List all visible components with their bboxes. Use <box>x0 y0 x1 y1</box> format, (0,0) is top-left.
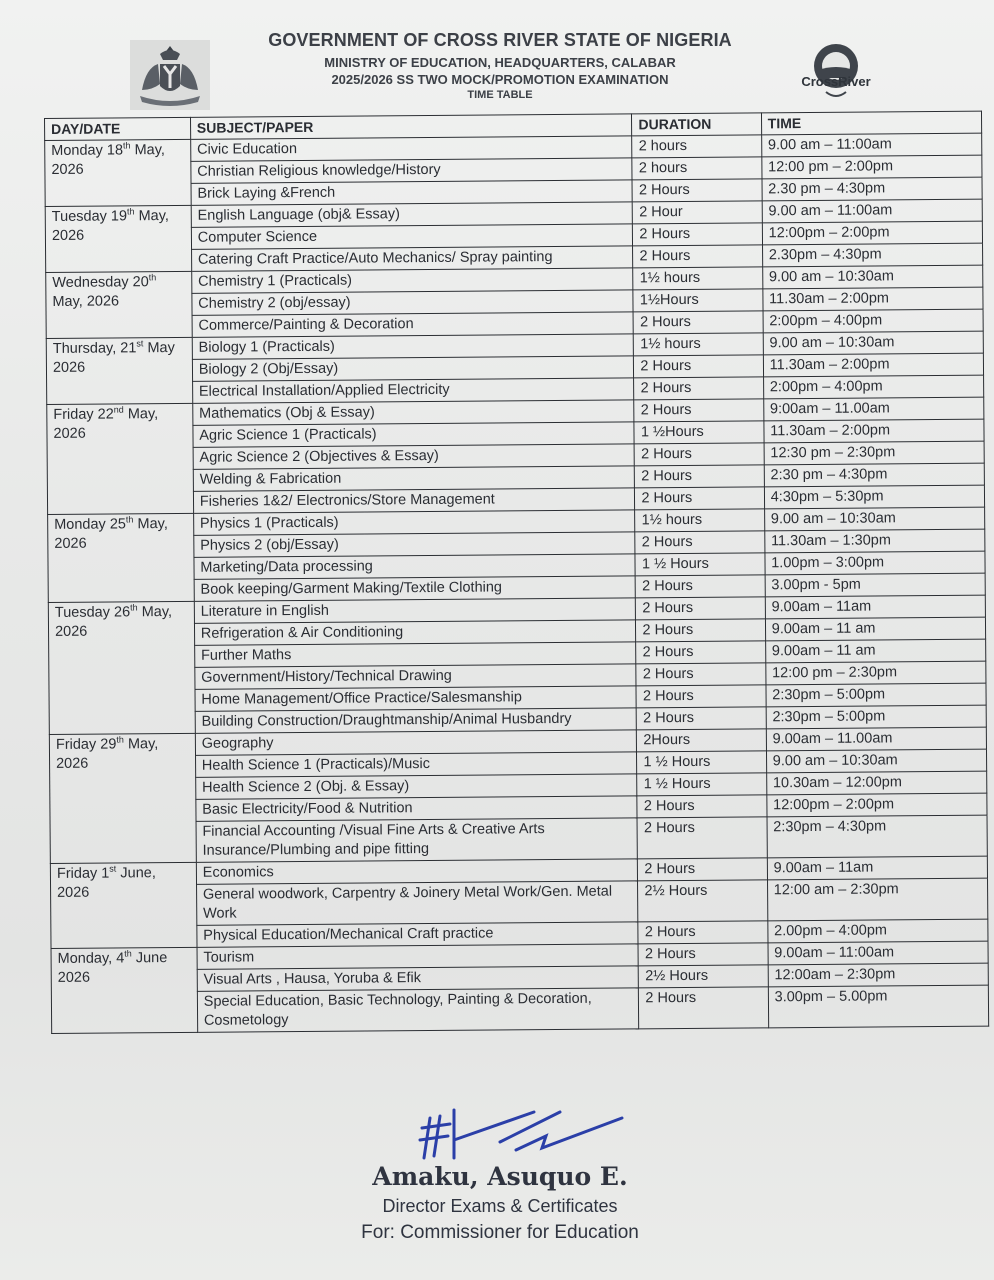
time-cell: 2:30 pm – 4:30pm <box>764 463 984 487</box>
svg-text:CrossRiver: CrossRiver <box>801 74 871 89</box>
time-cell: 2.00pm – 4:00pm <box>768 919 988 943</box>
duration-cell: 2 Hours <box>639 987 769 1029</box>
duration-cell: 2 Hours <box>635 531 764 554</box>
subject-cell: Welding & Fabrication <box>193 466 635 491</box>
column-header-subject: SUBJECT/PAPER <box>190 114 632 139</box>
day-cell: Monday, 4th June 2026 <box>51 947 197 1033</box>
time-cell: 11.30am – 2:00pm <box>763 353 983 377</box>
duration-cell: 2 Hours <box>636 685 765 708</box>
time-cell: 2:00pm – 4:00pm <box>763 375 983 399</box>
duration-cell: 2 Hours <box>637 795 766 818</box>
time-cell: 2:30pm – 5:00pm <box>766 705 986 729</box>
duration-cell: 2 hours <box>632 157 761 180</box>
government-title: GOVERNMENT OF CROSS RIVER STATE OF NIGERIA <box>268 30 732 50</box>
time-cell: 10.30am – 12:00pm <box>766 771 986 795</box>
subject-cell: Brick Laying &French <box>191 180 633 205</box>
time-cell: 12:00pm – 2:00pm <box>762 221 982 245</box>
document-header <box>120 28 880 118</box>
duration-cell: 2 hours <box>632 135 761 158</box>
subject-cell: Chemistry 2 (obj/essay) <box>192 290 634 315</box>
day-cell: Monday 25th May, 2026 <box>48 513 194 602</box>
subject-cell: Marketing/Data processing <box>194 554 636 579</box>
time-cell: 3.00pm – 5.00pm <box>768 985 989 1028</box>
duration-cell: 2 Hours <box>638 858 767 881</box>
subject-cell: Fisheries 1&2/ Electronics/Store Management <box>193 488 635 513</box>
duration-cell: 2 Hours <box>632 179 761 202</box>
duration-cell: 2 Hour <box>633 201 762 224</box>
time-cell: 2:30pm – 4:30pm <box>767 815 988 858</box>
duration-cell: 2 Hours <box>636 597 765 620</box>
exam-timetable <box>44 111 989 1034</box>
column-header-day: DAY/DATE <box>45 117 191 140</box>
day-cell: Tuesday 26th May, 2026 <box>48 601 195 734</box>
time-cell: 11.30am – 1:30pm <box>764 529 984 553</box>
subject-cell: Geography <box>195 730 637 755</box>
subject-cell: Health Science 1 (Practicals)/Music <box>195 752 637 777</box>
duration-cell: 2 Hours <box>636 619 765 642</box>
signatory-role: Director Exams & Certificates <box>382 1196 618 1216</box>
time-cell: 11.30am – 2:00pm <box>763 287 983 311</box>
duration-cell: 2 Hours <box>634 443 763 466</box>
duration-cell: 2 Hours <box>636 575 765 598</box>
time-cell: 9.00 am – 10:30am <box>763 331 983 355</box>
subject-cell: Further Maths <box>194 642 636 667</box>
subject-cell: Chemistry 1 (Practicals) <box>192 268 634 293</box>
time-cell: 12:00 pm – 2:00pm <box>762 155 982 179</box>
time-cell: 9.00am – 11:00am <box>768 941 988 965</box>
subject-cell: Biology 2 (Obj/Essay) <box>192 356 634 381</box>
subject-cell: Biology 1 (Practicals) <box>192 334 634 359</box>
subject-cell: General woodwork, Carpentry & Joinery Metal Work/Gen. Metal Work <box>196 881 638 925</box>
ministry-title: MINISTRY OF EDUCATION, HEADQUARTERS, CALABAR <box>324 55 676 70</box>
duration-cell: 2 Hours <box>634 399 763 422</box>
day-cell: Friday 22nd May, 2026 <box>47 403 194 514</box>
time-cell: 9.00 am – 11:00am <box>762 199 982 223</box>
subject-cell: Health Science 2 (Obj. & Essay) <box>195 774 637 799</box>
duration-cell: 2 Hours <box>635 465 764 488</box>
duration-cell: 1 ½ Hours <box>637 751 766 774</box>
duration-cell: 2 Hours <box>636 663 765 686</box>
column-header-duration: DURATION <box>632 113 761 136</box>
subject-cell: Government/History/Technical Drawing <box>195 664 637 689</box>
duration-cell: 2 Hours <box>637 707 766 730</box>
time-cell: 9.00 am – 10:30am <box>766 749 986 773</box>
duration-cell: 1 ½ Hours <box>635 553 764 576</box>
subject-cell: Refrigeration & Air Conditioning <box>194 620 636 645</box>
duration-cell: 1½ hours <box>635 509 764 532</box>
subject-cell: Economics <box>196 859 638 884</box>
duration-cell: 1 ½Hours <box>634 421 763 444</box>
subject-cell: Computer Science <box>191 224 633 249</box>
time-cell: 2:00pm – 4:00pm <box>763 309 983 333</box>
time-cell: 9.00 am – 11:00am <box>761 133 981 157</box>
duration-cell: 2 Hours <box>633 245 762 268</box>
time-cell: 12:00 pm – 2:30pm <box>765 661 985 685</box>
duration-cell: 2Hours <box>637 729 766 752</box>
subject-cell: Literature in English <box>194 598 636 623</box>
signatory-name: Amaku, Asuquo E. <box>372 1162 628 1191</box>
subject-cell: English Language (obj& Essay) <box>191 202 633 227</box>
duration-cell: 1½ hours <box>633 267 762 290</box>
time-cell: 9.00 am – 10:30am <box>762 265 982 289</box>
subject-cell: Physical Education/Mechanical Craft practice <box>197 922 639 947</box>
subject-cell: Special Education, Basic Technology, Painting & Decoration, Cosmetology <box>197 988 639 1032</box>
column-header-time: TIME <box>761 111 981 135</box>
subject-cell: Visual Arts , Hausa, Yoruba & Efik <box>197 966 639 991</box>
duration-cell: 2½ Hours <box>639 965 768 988</box>
duration-cell: 2 Hours <box>638 921 767 944</box>
time-cell: 9.00am – 11 am <box>765 639 985 663</box>
subject-cell: Commerce/Painting & Decoration <box>192 312 634 337</box>
duration-cell: 2 Hours <box>636 641 765 664</box>
subject-cell: Christian Religious knowledge/History <box>191 158 633 183</box>
time-cell: 9.00am – 11am <box>765 595 985 619</box>
duration-cell: 1½ hours <box>634 333 763 356</box>
subject-cell: Basic Electricity/Food & Nutrition <box>196 796 638 821</box>
subject-cell: Tourism <box>197 944 639 969</box>
subject-cell: Electrical Installation/Applied Electricity <box>192 378 634 403</box>
time-cell: 12:00am – 2:30pm <box>768 963 988 987</box>
duration-cell: 2 Hours <box>637 817 767 859</box>
subject-cell: Physics 2 (obj/Essay) <box>194 532 636 557</box>
header-titles <box>220 28 780 101</box>
subject-cell: Home Management/Office Practice/Salesmanship <box>195 686 637 711</box>
time-cell: 12:00 am – 2:30pm <box>767 878 988 921</box>
subject-cell: Book keeping/Garment Making/Textile Clothing <box>194 576 636 601</box>
time-cell: 9:00am – 11.00am <box>763 397 983 421</box>
duration-cell: 2 Hours <box>634 355 763 378</box>
timetable-title: TIME TABLE <box>467 89 533 101</box>
subject-cell: Agric Science 2 (Objectives & Essay) <box>193 444 635 469</box>
duration-cell: 2½ Hours <box>638 880 768 922</box>
duration-cell: 2 Hours <box>635 487 764 510</box>
signatory-for: For: Commissioner for Education <box>361 1222 639 1243</box>
time-cell: 3.00pm - 5pm <box>765 573 985 597</box>
duration-cell: 1½Hours <box>633 289 762 312</box>
day-cell: Monday 18th May, 2026 <box>45 139 191 206</box>
time-cell: 2:30pm – 5:00pm <box>766 683 986 707</box>
time-cell: 12:00pm – 2:00pm <box>767 793 987 817</box>
duration-cell: 2 Hours <box>633 311 762 334</box>
signature-scribble <box>330 1100 670 1160</box>
time-cell: 9.00 am – 10:30am <box>764 507 984 531</box>
nigeria-coat-of-arms-icon <box>130 40 210 110</box>
time-cell: 11.30am – 2:00pm <box>764 419 984 443</box>
duration-cell: 2 Hours <box>633 223 762 246</box>
subject-cell: Mathematics (Obj & Essay) <box>193 400 635 425</box>
day-cell: Friday 1st June, 2026 <box>50 862 196 948</box>
time-cell: 9.00am – 11.00am <box>766 727 986 751</box>
cross-river-logo-icon <box>800 36 872 108</box>
duration-cell: 1 ½ Hours <box>637 773 766 796</box>
subject-cell: Agric Science 1 (Practicals) <box>193 422 635 447</box>
time-cell: 4:30pm – 5:30pm <box>764 485 984 509</box>
subject-cell: Civic Education <box>190 136 632 161</box>
exam-title: 2025/2026 SS TWO MOCK/PROMOTION EXAMINATION <box>331 72 669 87</box>
day-cell: Thursday, 21st May 2026 <box>46 337 192 404</box>
time-cell: 1.00pm – 3:00pm <box>765 551 985 575</box>
time-cell: 12:30 pm – 2:30pm <box>764 441 984 465</box>
time-cell: 9.00am – 11am <box>767 856 987 880</box>
time-cell: 2.30 pm – 4:30pm <box>762 177 982 201</box>
subject-cell: Building Construction/Draughtmanship/Animal Husbandry <box>195 708 637 733</box>
day-cell: Tuesday 19th May, 2026 <box>45 205 191 272</box>
duration-cell: 2 Hours <box>634 377 763 400</box>
subject-cell: Financial Accounting /Visual Fine Arts & Creative Arts Insurance/Plumbing and pipe fitting <box>196 818 638 862</box>
day-cell: Wednesday 20th May, 2026 <box>46 271 192 338</box>
subject-cell: Physics 1 (Practicals) <box>193 510 635 535</box>
subject-cell: Catering Craft Practice/Auto Mechanics/ Spray painting <box>191 246 633 271</box>
time-cell: 2.30pm – 4:30pm <box>762 243 982 267</box>
duration-cell: 2 Hours <box>638 943 767 966</box>
time-cell: 9.00am – 11 am <box>765 617 985 641</box>
day-cell: Friday 29th May, 2026 <box>49 733 196 863</box>
